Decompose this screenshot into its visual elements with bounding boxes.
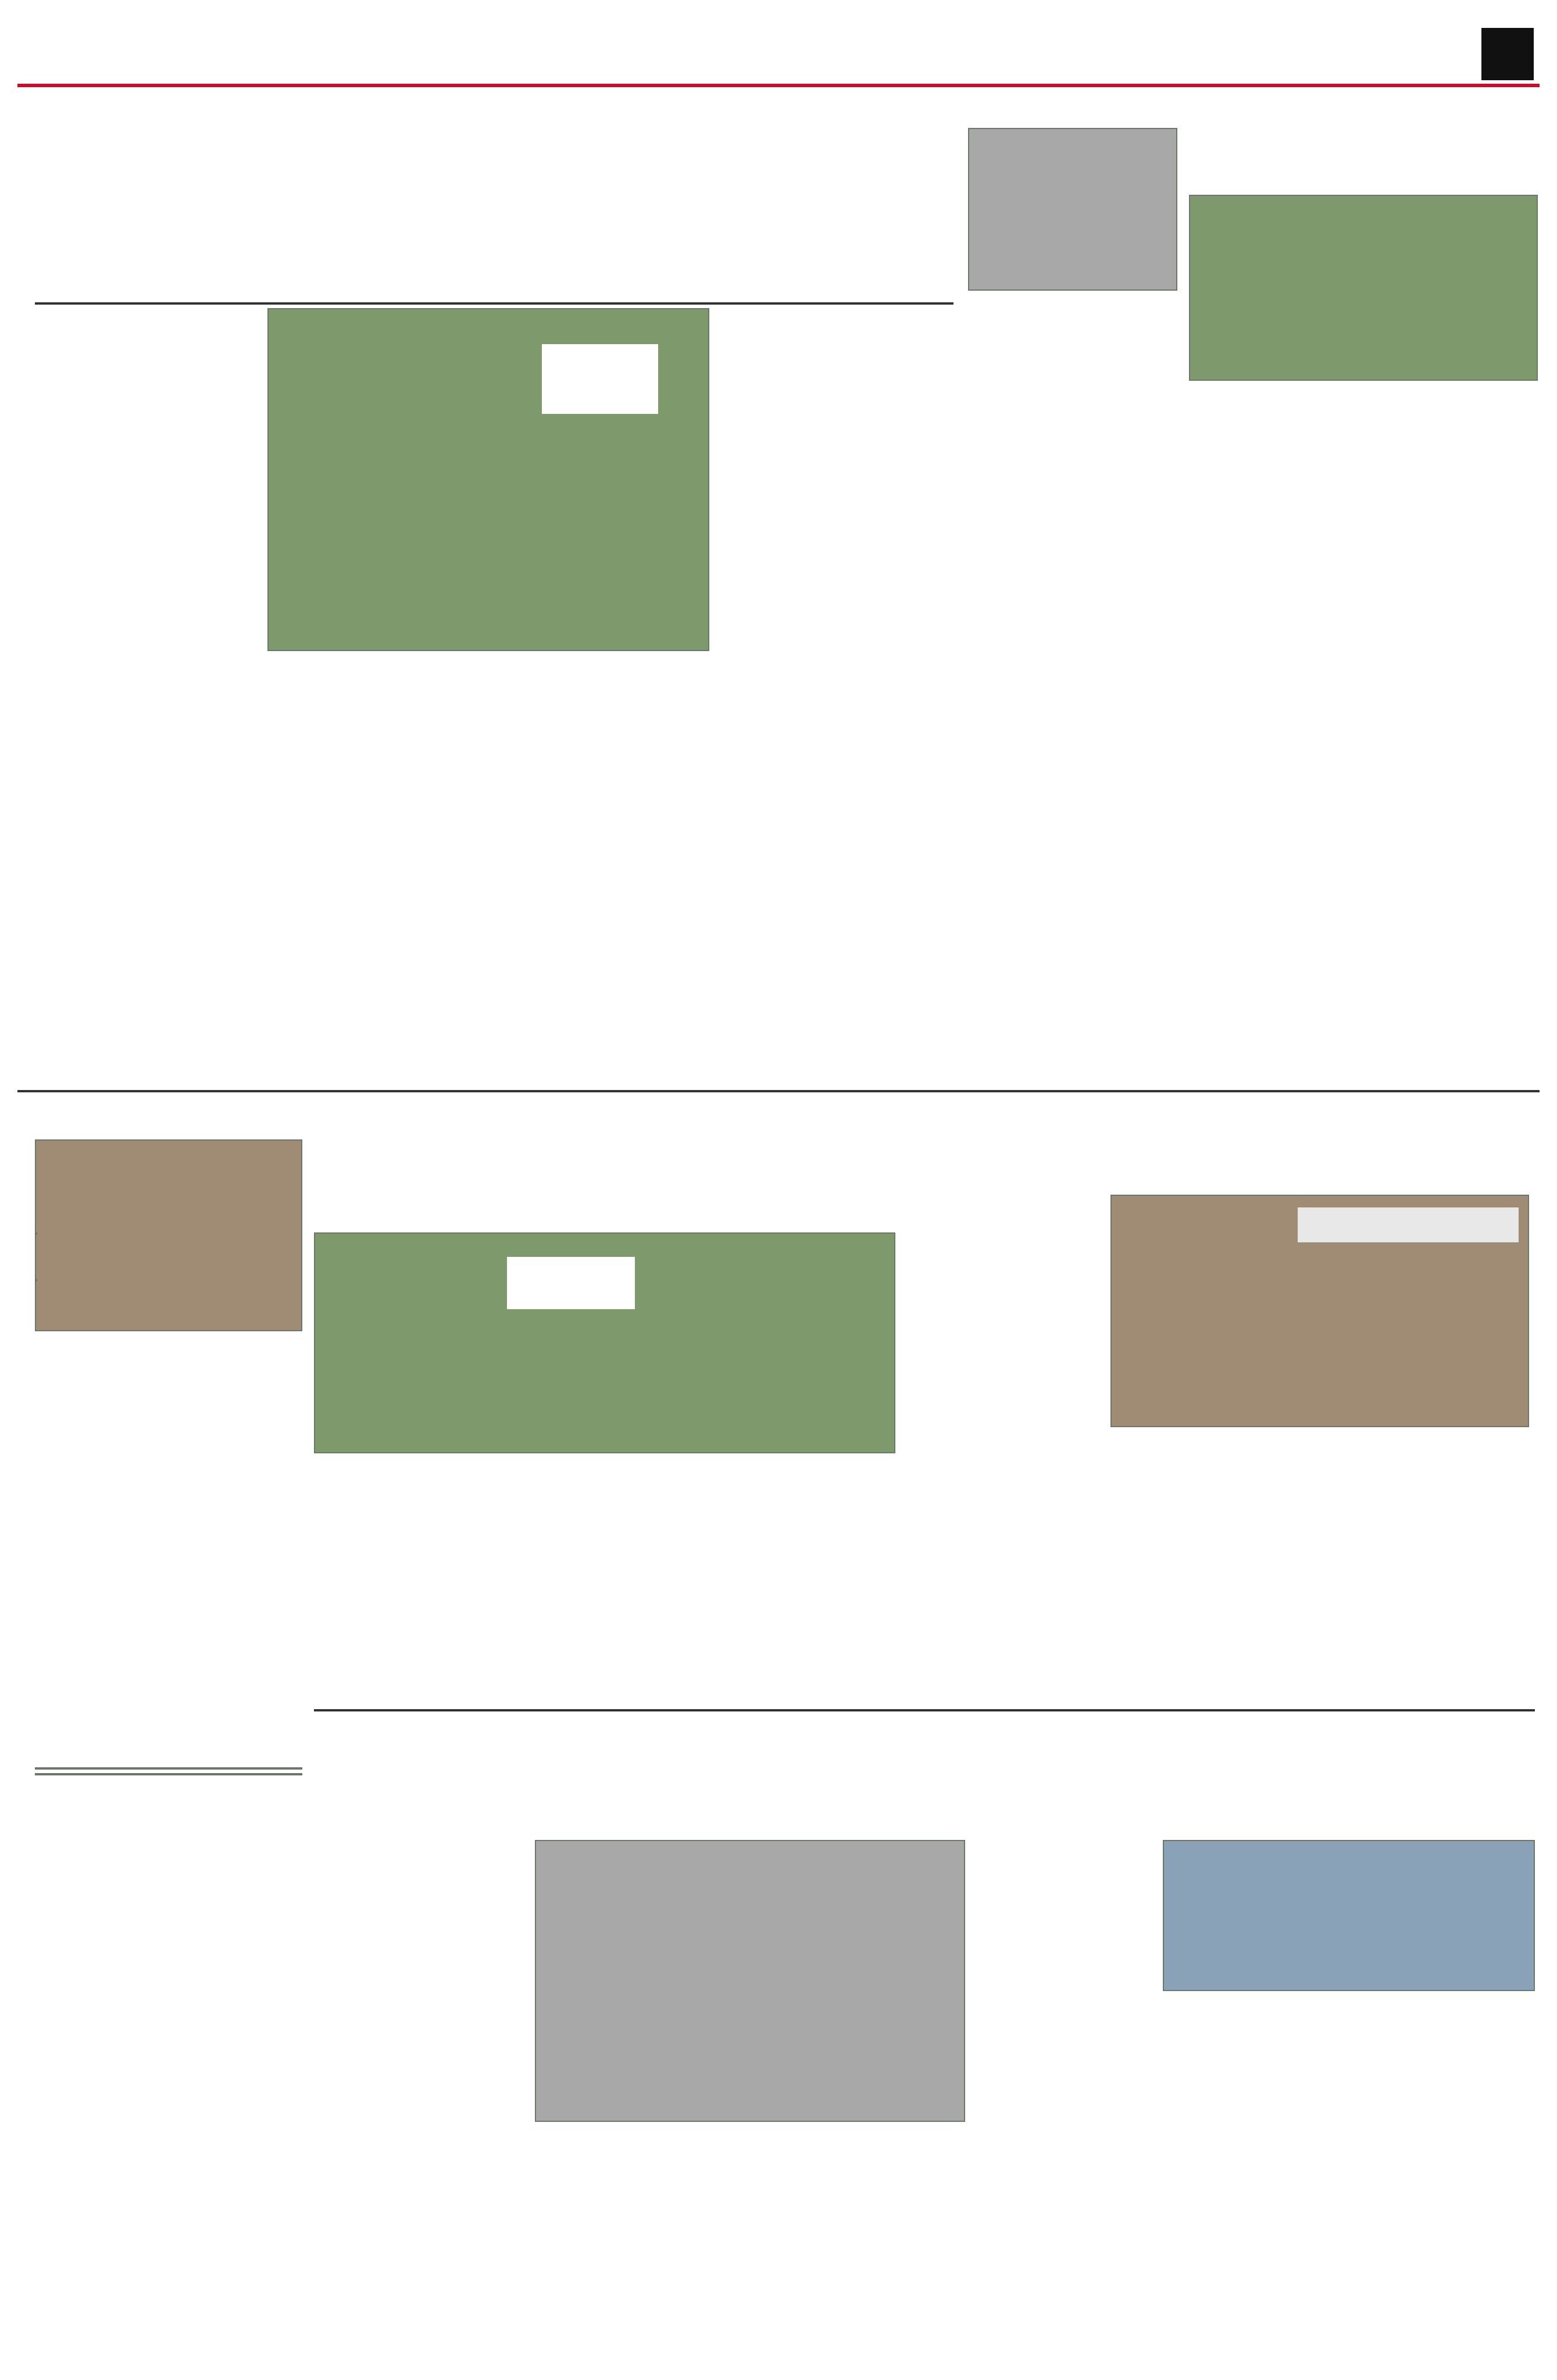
anganwadi-sign (542, 344, 658, 414)
lead-subhead (721, 689, 954, 721)
rickshaw-headline (314, 1715, 965, 1837)
brief1-headline (35, 1337, 302, 1398)
elderly-body-col2 (1326, 1433, 1529, 1703)
ayushman-body-col3 (1349, 1997, 1535, 2354)
brief1-photo (35, 1139, 302, 1331)
lead-headline (35, 131, 954, 299)
mla-byline (1189, 387, 1381, 406)
mla-body-col1 (1189, 430, 1358, 1081)
lead-body-col4 (721, 308, 954, 686)
old-age-home-banner (1298, 1207, 1519, 1242)
ayushman-photo (1163, 1840, 1535, 1991)
extortion-headline (904, 1102, 1102, 1200)
lead-photo (267, 308, 709, 651)
rickshaw-body-col3 (756, 2128, 965, 2354)
ayushman-body-col2 (1163, 1997, 1337, 2354)
mla-photo (1189, 195, 1538, 381)
brief1-body (35, 1401, 302, 1761)
divider (17, 1090, 1540, 1092)
divider (35, 302, 954, 305)
scouts-body-col2 (512, 1459, 698, 1703)
lead-body-col2 (267, 657, 477, 1081)
mla-headline (1192, 102, 1535, 189)
rickshaw-body-col2 (535, 2128, 744, 2354)
scouts-body-col3 (709, 1459, 895, 1703)
spacer (35, 1767, 302, 1770)
spacer (35, 1232, 37, 1235)
swachh-bharat-banner (507, 1257, 635, 1309)
lead-body-col4b (721, 724, 954, 1084)
mental-health-photo (968, 128, 1177, 291)
elderly-headline (1110, 1102, 1535, 1189)
spacer (35, 1279, 37, 1281)
ayushman-body-col1 (977, 1840, 1151, 2354)
lead-email[interactable] (35, 334, 285, 353)
extortion-body (904, 1203, 1102, 1703)
scouts-headline (314, 1102, 895, 1224)
divider (314, 1709, 1535, 1711)
scouts-photo (314, 1232, 895, 1453)
mental-health-caption (968, 296, 1177, 355)
rickshaw-body-col1 (314, 1840, 523, 2354)
scouts-body-col1 (314, 1459, 500, 1703)
elderly-body-col1 (1110, 1433, 1314, 1703)
lead-kicker (52, 99, 948, 131)
lead-byline (35, 311, 285, 332)
rickshaw-photo (535, 1840, 965, 2122)
ayushman-headline (977, 1715, 1535, 1837)
page-number (1481, 28, 1534, 80)
mental-health-body (968, 360, 1177, 1081)
masthead (17, 23, 1540, 87)
lead-body-col3 (488, 657, 709, 1081)
elderly-photo (1110, 1195, 1529, 1427)
news-brief-label (35, 1099, 302, 1135)
spacer (35, 1773, 302, 1775)
lead-body-col1 (35, 358, 279, 1078)
mla-body-col2 (1369, 387, 1538, 1081)
mla-email[interactable] (1189, 407, 1381, 426)
